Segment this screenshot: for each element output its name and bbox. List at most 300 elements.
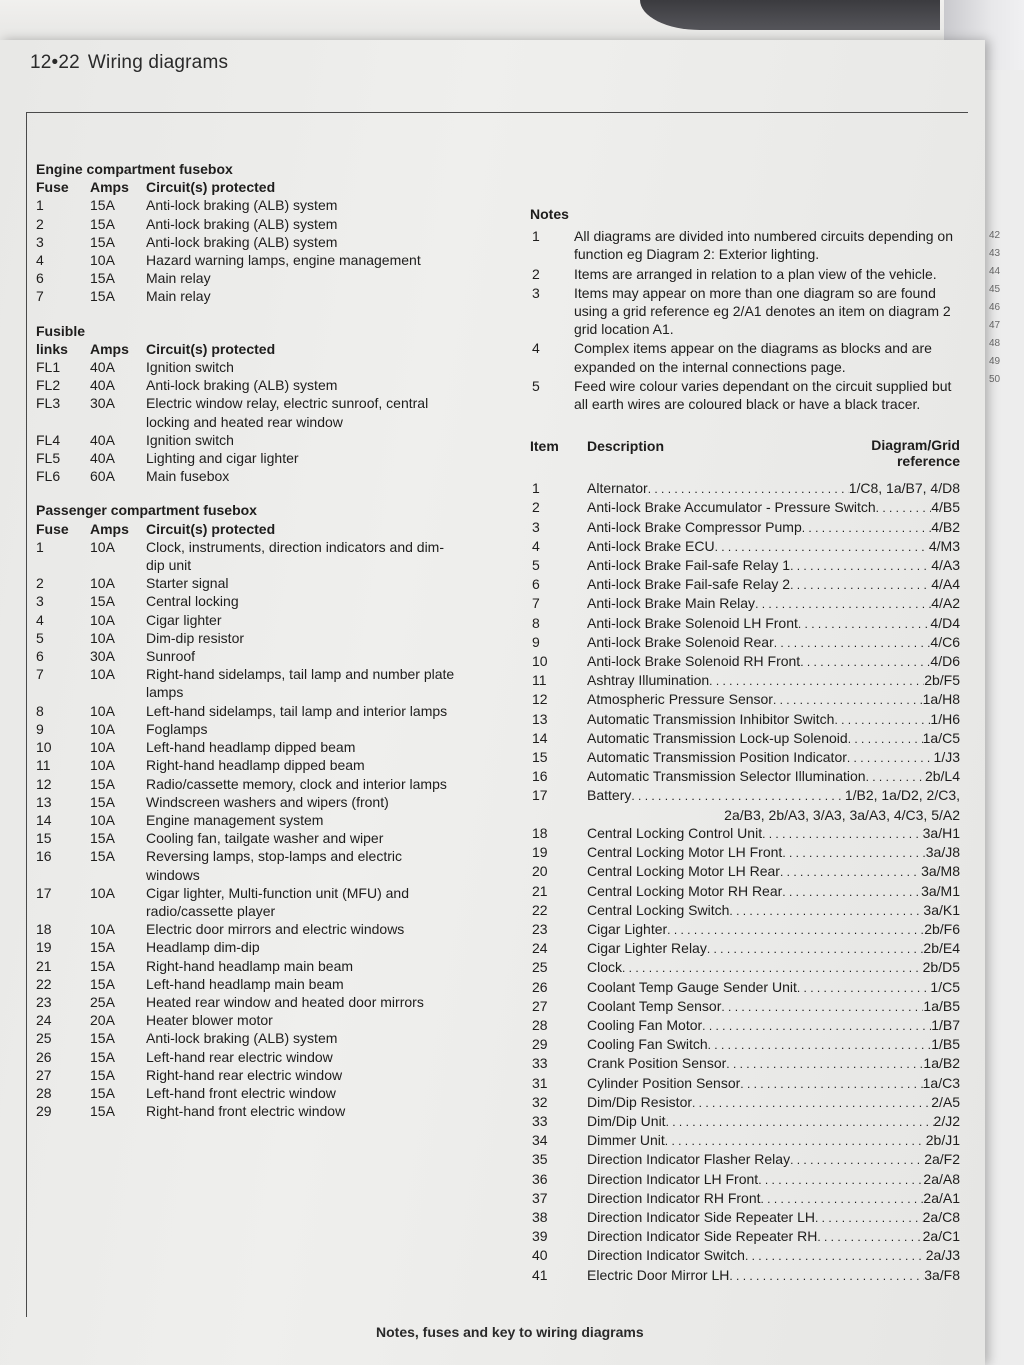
- circuit-cell: Anti-lock braking (ALB) system: [146, 215, 338, 232]
- item-number: 15: [532, 749, 548, 766]
- leader-dots: [834, 710, 930, 729]
- circuit-cell: Electric door mirrors and electric windows: [146, 921, 405, 938]
- item-reference-continued: 2a/B3, 2b/A3, 3/A3, 3a/A3, 4/C3, 5/A2: [724, 806, 960, 823]
- item-reference: 4/A2: [931, 595, 960, 612]
- item-reference: 2b/D5: [922, 959, 960, 976]
- circuit-cell: Reversing lamps, stop-lamps and electric windows: [146, 848, 402, 883]
- item-description: Direction Indicator LH Front: [587, 1170, 759, 1187]
- leader-dots: [782, 843, 925, 862]
- item-description: Anti-lock Brake Main Relay: [587, 595, 756, 612]
- item-description: Anti-lock Brake Compressor Pump: [587, 518, 802, 535]
- leader-dots: [780, 862, 921, 881]
- leader-dots: [790, 575, 931, 594]
- fuse-cell: 24: [36, 1012, 52, 1029]
- fuse-cell: 15: [36, 830, 52, 847]
- leader-dots: [667, 920, 924, 939]
- item-reference: 1a/B2: [923, 1055, 960, 1072]
- key-row: [530, 997, 960, 1016]
- item-number: 8: [532, 614, 540, 631]
- leader-dots: [708, 1035, 932, 1054]
- item-number: 21: [532, 882, 548, 899]
- header-circuit: Circuit(s) protected: [146, 340, 276, 357]
- item-description-line: [587, 843, 960, 862]
- notes-section: [530, 205, 960, 413]
- item-description-line: [587, 1131, 960, 1150]
- table-row: [36, 449, 456, 467]
- key-row: [530, 978, 960, 997]
- item-reference: 1/C5: [930, 978, 960, 995]
- circuit-cell: Starter signal: [146, 575, 229, 592]
- table-row: [36, 829, 456, 847]
- table-row: [36, 884, 456, 920]
- item-reference: 4/A4: [931, 576, 960, 593]
- header-fuse: Fuse: [36, 179, 69, 196]
- key-row: [530, 939, 960, 958]
- item-description-line: [587, 690, 960, 709]
- key-row: [530, 479, 960, 498]
- key-row: [530, 843, 960, 862]
- fuse-cell: 16: [36, 848, 52, 865]
- key-row: [530, 1266, 960, 1285]
- item-reference: 2a/J3: [925, 1247, 960, 1264]
- item-description: Anti-lock Brake Fail-safe Relay 2: [587, 576, 791, 593]
- key-row: [530, 498, 960, 517]
- circuit-cell: Foglamps: [146, 720, 208, 737]
- header-reference: Diagram/Grid reference: [871, 437, 960, 470]
- fuse-cell: FL5: [36, 450, 61, 467]
- key-row: [530, 1093, 960, 1112]
- key-row: [530, 575, 960, 594]
- item-description: Automatic Transmission Lock-up Solenoid: [587, 729, 848, 746]
- table-row: [36, 233, 456, 251]
- fuse-cell: FL3: [36, 395, 61, 412]
- item-description-line: [587, 786, 960, 805]
- amps-cell: 40A: [90, 450, 115, 467]
- leader-dots: [848, 729, 923, 748]
- table-row: [36, 538, 456, 574]
- amps-cell: 10A: [90, 720, 115, 737]
- key-row: [530, 537, 960, 556]
- note-text: Feed wire colour varies dependant on the circuit supplied but all earth wires are coloured black or have a black tracer.: [574, 377, 952, 413]
- item-reference: 3a/J8: [925, 844, 960, 861]
- adjacent-page-number: 45: [989, 284, 1001, 295]
- leader-dots: [847, 748, 934, 767]
- item-description-line: [587, 575, 960, 594]
- table-row: [36, 1011, 456, 1029]
- circuit-cell: Headlamp dim-dip: [146, 939, 260, 956]
- table-row: [36, 938, 456, 956]
- item-description: Clock: [587, 959, 623, 976]
- section-title: Engine compartment fusebox: [36, 161, 233, 177]
- item-description-line: [587, 1246, 960, 1265]
- circuit-cell: Right-hand front electric window: [146, 1103, 346, 1120]
- item-description: Coolant Temp Sensor: [587, 997, 722, 1014]
- header-amps: Amps: [90, 179, 129, 196]
- item-description-line: [587, 978, 960, 997]
- note-item: [530, 265, 960, 283]
- leader-dots: [817, 1227, 922, 1246]
- item-number: 38: [532, 1208, 548, 1225]
- item-number: 36: [532, 1170, 548, 1187]
- table-row: [36, 1029, 456, 1047]
- item-description: Cooling Fan Motor: [587, 1016, 703, 1033]
- leader-dots: [709, 671, 924, 690]
- item-description-line: [587, 824, 960, 843]
- leader-dots: [797, 978, 931, 997]
- fuse-cell: 6: [36, 648, 44, 665]
- item-description-line: [587, 556, 960, 575]
- amps-cell: 40A: [90, 359, 115, 376]
- circuit-cell: Anti-lock braking (ALB) system: [146, 377, 338, 394]
- table-row: [36, 993, 456, 1011]
- leader-dots: [802, 518, 931, 537]
- item-number: 17: [532, 787, 548, 804]
- item-number: 26: [532, 978, 548, 995]
- amps-cell: 15A: [90, 830, 115, 847]
- item-description-line: [587, 1035, 960, 1054]
- item-reference: 1a/C3: [922, 1074, 960, 1091]
- section-title: Passenger compartment fusebox: [36, 502, 257, 519]
- item-reference: 4/C6: [930, 633, 960, 650]
- fuse-cell: 5: [36, 629, 44, 646]
- fuse-cell: 7: [36, 288, 44, 305]
- item-description-line: [587, 920, 960, 939]
- amps-cell: 15A: [90, 1066, 115, 1083]
- adjacent-page-number: 46: [989, 302, 1001, 313]
- note-item: [530, 377, 960, 413]
- leader-dots: [721, 997, 923, 1016]
- table-row: [36, 1084, 456, 1102]
- leader-dots: [762, 824, 923, 843]
- item-number: 6: [532, 576, 540, 593]
- adjacent-page-number: 49: [989, 356, 1001, 367]
- item-number: 10: [532, 653, 548, 670]
- item-reference: 4/M3: [928, 537, 960, 554]
- fuse-cell: 29: [36, 1103, 52, 1120]
- leader-dots: [707, 939, 924, 958]
- item-description-line: [587, 1016, 960, 1035]
- fuse-cell: 6: [36, 270, 44, 287]
- section-title: Fusible: [36, 322, 86, 339]
- item-number: 19: [532, 844, 548, 861]
- circuit-cell: Cigar lighter: [146, 611, 222, 628]
- item-reference: 2a/C8: [922, 1208, 960, 1225]
- key-table-body: [530, 479, 960, 1285]
- circuit-cell: Right-hand rear electric window: [146, 1066, 343, 1083]
- fuse-cell: 17: [36, 884, 52, 901]
- item-description-line: [587, 939, 960, 958]
- table-row: [36, 702, 456, 720]
- item-number: 14: [532, 729, 548, 746]
- leader-dots: [774, 633, 931, 652]
- adjacent-page-number: 47: [989, 320, 1001, 331]
- key-row: [530, 652, 960, 671]
- amps-cell: 10A: [90, 702, 115, 719]
- item-reference: 1/B2, 1a/D2, 2/C3,: [844, 787, 960, 804]
- item-description: Cigar Lighter: [587, 920, 668, 937]
- item-number: 39: [532, 1228, 548, 1245]
- table-row: [36, 611, 456, 629]
- item-reference: 2b/F5: [924, 672, 960, 689]
- table-row: [36, 358, 456, 376]
- key-row: [530, 1246, 960, 1265]
- item-description-line: [587, 1150, 960, 1169]
- fuse-cell: 7: [36, 666, 44, 683]
- item-description-line: [587, 671, 960, 690]
- item-reference: 1a/H8: [922, 691, 960, 708]
- item-reference: 2/A5: [931, 1093, 960, 1110]
- item-description-line: [587, 537, 960, 556]
- item-number: 1: [532, 480, 540, 497]
- item-description-line: [587, 498, 960, 517]
- table-row: [36, 269, 456, 287]
- circuit-cell: Left-hand front electric window: [146, 1084, 336, 1101]
- leader-dots: [745, 1246, 926, 1265]
- key-row: [530, 882, 960, 901]
- item-description: Atmospheric Pressure Sensor: [587, 691, 773, 708]
- circuit-cell: Central locking: [146, 593, 239, 610]
- table-header: [36, 340, 456, 358]
- item-number: 5: [532, 557, 540, 574]
- circuit-cell: Heater blower motor: [146, 1012, 273, 1029]
- fuse-cell: 22: [36, 975, 52, 992]
- notes-and-key-column: [530, 205, 960, 1285]
- note-number: 1: [532, 228, 540, 245]
- item-description: Anti-lock Brake Solenoid Rear: [587, 633, 774, 650]
- leader-dots: [876, 498, 932, 517]
- header-circuit: Circuit(s) protected: [146, 179, 276, 196]
- table-row: [36, 756, 456, 774]
- item-description-line: [587, 767, 960, 786]
- amps-cell: 15A: [90, 593, 115, 610]
- notes-title: Notes: [530, 206, 569, 222]
- key-row: [530, 901, 960, 920]
- table-row: [36, 793, 456, 811]
- note-number: 5: [532, 377, 540, 394]
- item-description: Direction Indicator Flasher Relay: [587, 1151, 791, 1168]
- item-reference: 2a/A8: [923, 1170, 960, 1187]
- item-reference: 4/B5: [931, 499, 960, 516]
- leader-dots: [758, 1170, 923, 1189]
- circuit-cell: Left-hand headlamp main beam: [146, 975, 344, 992]
- circuit-cell: Left-hand sidelamps, tail lamp and interior lamps: [146, 702, 448, 719]
- table-row: [36, 287, 456, 305]
- circuit-cell: Anti-lock braking (ALB) system: [146, 233, 338, 250]
- item-description: Central Locking Control Unit: [587, 824, 763, 841]
- amps-cell: 10A: [90, 611, 115, 628]
- item-number: 4: [532, 537, 540, 554]
- header-amps: Amps: [90, 340, 129, 357]
- amps-cell: 15A: [90, 939, 115, 956]
- item-description: Direction Indicator Switch: [587, 1247, 745, 1264]
- item-description-line: [587, 1189, 960, 1208]
- item-description: Coolant Temp Gauge Sender Unit: [587, 978, 797, 995]
- item-description-line: [587, 518, 960, 537]
- item-description: Central Locking Motor LH Front: [587, 844, 783, 861]
- table-row: [36, 665, 456, 701]
- key-row: [530, 710, 960, 729]
- table-row: [36, 431, 456, 449]
- fuse-cell: 4: [36, 252, 44, 269]
- note-item: [530, 227, 960, 263]
- item-description-line: [587, 729, 960, 748]
- leader-dots: [729, 901, 923, 920]
- item-reference: 2b/E4: [923, 940, 960, 957]
- fuse-cell: 9: [36, 720, 44, 737]
- circuit-cell: Ignition switch: [146, 359, 234, 376]
- passenger-fusebox-section: [36, 501, 456, 1120]
- amps-cell: 10A: [90, 811, 115, 828]
- item-number: 3: [532, 518, 540, 535]
- item-description-line: [587, 862, 960, 881]
- circuit-cell: Right-hand headlamp main beam: [146, 957, 354, 974]
- item-number: 28: [532, 1016, 548, 1033]
- note-text: Complex items appear on the diagrams as blocks and are expanded on the internal connections page.: [574, 340, 932, 375]
- key-row: [530, 1208, 960, 1227]
- amps-cell: 15A: [90, 848, 115, 865]
- header-amps: Amps: [90, 520, 129, 537]
- item-description: Anti-lock Brake Solenoid RH Front: [587, 653, 801, 670]
- fuse-cell: 21: [36, 957, 52, 974]
- key-row: [530, 671, 960, 690]
- fuse-cell: 23: [36, 993, 52, 1010]
- adjacent-page-number: 48: [989, 338, 1001, 349]
- leader-dots: [692, 1093, 931, 1112]
- note-item: [530, 284, 960, 339]
- fuse-cell: 19: [36, 939, 52, 956]
- table-body: [36, 358, 456, 485]
- amps-cell: 15A: [90, 793, 115, 810]
- key-row: [530, 729, 960, 748]
- note-number: 2: [532, 265, 540, 282]
- item-reference: 2/J2: [933, 1112, 960, 1129]
- fuse-cell: 1: [36, 197, 44, 214]
- key-row: [530, 862, 960, 881]
- item-reference: 2b/L4: [924, 768, 960, 785]
- key-table-header: [530, 437, 960, 469]
- amps-cell: 40A: [90, 431, 115, 448]
- item-reference: 2a/A1: [923, 1189, 960, 1206]
- note-text: All diagrams are divided into numbered circuits depending on function eg Diagram 2: Exterior lighting.: [574, 228, 953, 263]
- item-number: 7: [532, 595, 540, 612]
- item-reference: 1/C8, 1a/B7, 4/D8: [848, 480, 960, 497]
- leader-dots: [798, 614, 931, 633]
- leader-dots: [729, 1266, 924, 1285]
- amps-cell: 15A: [90, 975, 115, 992]
- table-row: [36, 592, 456, 610]
- circuit-cell: Cooling fan, tailgate washer and wiper: [146, 830, 384, 847]
- amps-cell: 30A: [90, 648, 115, 665]
- table-row: [36, 647, 456, 665]
- circuit-cell: Right-hand sidelamps, tail lamp and number plate lamps: [146, 666, 455, 701]
- fuse-cell: 13: [36, 793, 52, 810]
- item-description-line: [587, 1170, 960, 1189]
- table-row: [36, 975, 456, 993]
- amps-cell: 15A: [90, 1048, 115, 1065]
- key-row: [530, 1016, 960, 1035]
- item-description-line: [587, 479, 960, 498]
- header-item: Item: [530, 438, 559, 455]
- leader-dots: [866, 767, 925, 786]
- item-description-line: [587, 633, 960, 652]
- key-row: [530, 767, 960, 786]
- key-row: [530, 920, 960, 939]
- amps-cell: 15A: [90, 270, 115, 287]
- item-number: 24: [532, 940, 548, 957]
- amps-cell: 10A: [90, 575, 115, 592]
- item-description: Automatic Transmission Inhibitor Switch: [587, 710, 835, 727]
- key-row: [530, 1170, 960, 1189]
- fuse-cell: 18: [36, 921, 52, 938]
- item-reference: 4/B2: [931, 518, 960, 535]
- item-description: Dimmer Unit: [587, 1132, 665, 1149]
- amps-cell: 15A: [90, 215, 115, 232]
- circuit-cell: Engine management system: [146, 811, 324, 828]
- amps-cell: 10A: [90, 629, 115, 646]
- amps-cell: 25A: [90, 993, 115, 1010]
- circuit-cell: Hazard warning lamps, engine management: [146, 252, 421, 269]
- amps-cell: 10A: [90, 757, 115, 774]
- amps-cell: 10A: [90, 252, 115, 269]
- fuse-cell: 4: [36, 611, 44, 628]
- item-description-line: [587, 1074, 960, 1093]
- table-header: [36, 520, 456, 538]
- circuit-cell: Anti-lock braking (ALB) system: [146, 1030, 338, 1047]
- item-number: 22: [532, 901, 548, 918]
- item-description: Cooling Fan Switch: [587, 1036, 708, 1053]
- item-number: 16: [532, 768, 548, 785]
- item-description: Central Locking Motor LH Rear: [587, 863, 780, 880]
- leader-dots: [726, 1054, 923, 1073]
- leader-dots: [631, 786, 844, 805]
- circuit-cell: Heated rear window and heated door mirrors: [146, 993, 424, 1010]
- fuse-cell: 2: [36, 215, 44, 232]
- amps-cell: 40A: [90, 377, 115, 394]
- key-row: [530, 958, 960, 977]
- leader-dots: [790, 1150, 924, 1169]
- item-reference: 2b/J1: [925, 1132, 960, 1149]
- table-row: [36, 847, 456, 883]
- leader-dots: [666, 1112, 934, 1131]
- table-row: [36, 467, 456, 485]
- amps-cell: 10A: [90, 921, 115, 938]
- table-row: [36, 811, 456, 829]
- table-row: [36, 394, 456, 430]
- item-number: 31: [532, 1074, 548, 1091]
- key-row: [530, 594, 960, 613]
- item-reference: 1a/C5: [922, 729, 960, 746]
- table-row: [36, 1102, 456, 1120]
- table-row: [36, 738, 456, 756]
- item-number: 35: [532, 1151, 548, 1168]
- key-row: [530, 1131, 960, 1150]
- amps-cell: 15A: [90, 775, 115, 792]
- item-description: Cigar Lighter Relay: [587, 940, 707, 957]
- fuse-cell: 25: [36, 1030, 52, 1047]
- chapter-title: Wiring diagrams: [87, 52, 229, 73]
- table-row: [36, 215, 456, 233]
- key-row: [530, 1074, 960, 1093]
- item-description-line: [587, 958, 960, 977]
- item-description-line: [587, 1227, 960, 1246]
- leader-dots: [740, 1074, 922, 1093]
- item-description: Electric Door Mirror LH: [587, 1266, 730, 1283]
- leader-dots: [622, 958, 923, 977]
- item-description: Crank Position Sensor: [587, 1055, 727, 1072]
- item-number: 33: [532, 1112, 548, 1129]
- note-number: 4: [532, 340, 540, 357]
- note-text: Items may appear on more than one diagram so are found using a grid reference eg 2/A1 denotes an item on diagram 2 grid location A1.: [574, 284, 951, 338]
